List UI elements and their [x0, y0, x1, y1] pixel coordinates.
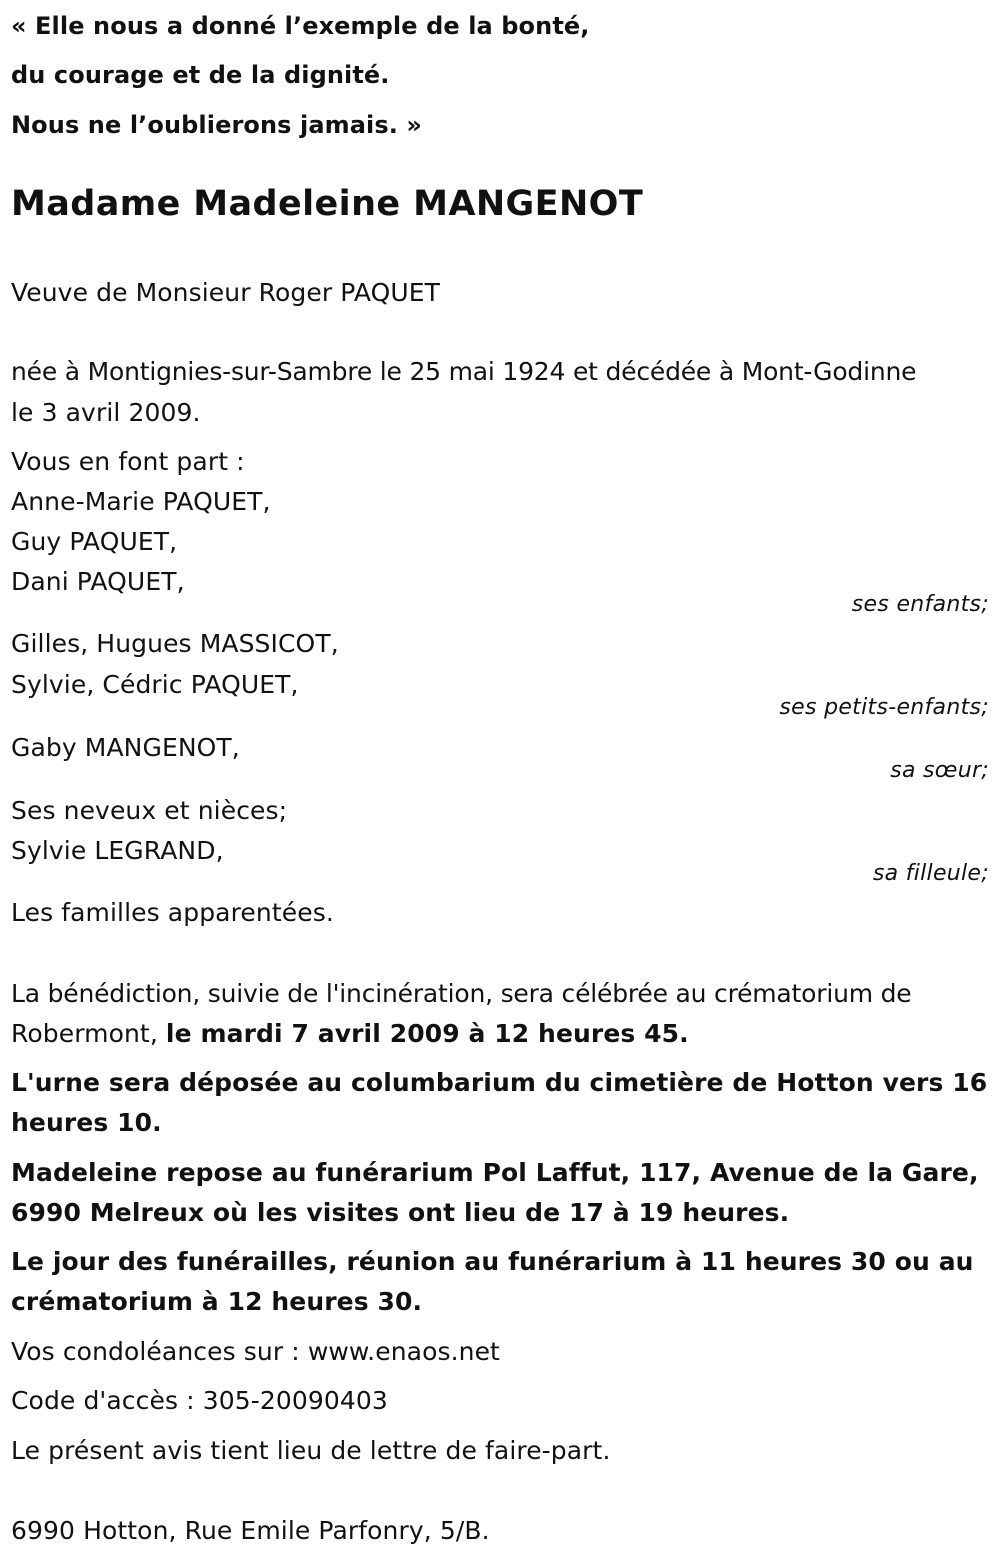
grandchild-name: Sylvie, Cédric PAQUET, — [11, 670, 299, 699]
notice-line: Le présent avis tient lieu de lettre de faire-part. — [11, 1436, 611, 1465]
grandchild-name: Gilles, Hugues MASSICOT, — [11, 629, 339, 658]
ceremony-date: le mardi 7 avril 2009 à 12 heures 45. — [165, 1019, 689, 1048]
sister-role: sa sœur; — [890, 758, 989, 783]
funeral-day-line-1: Le jour des funérailles, réunion au funérarium à 11 heures 30 ou au — [11, 1247, 974, 1276]
sister-name: Gaby MANGENOT, — [11, 733, 240, 762]
quote-line-3: Nous ne l’oublierons jamais. » — [11, 111, 423, 139]
goddaughter-name: Sylvie LEGRAND, — [11, 836, 224, 865]
birth-death-line-2: le 3 avril 2009. — [11, 398, 201, 427]
urn-line-1: L'urne sera déposée au columbarium du cimetière de Hotton vers 16 — [11, 1068, 988, 1097]
children-role: ses enfants; — [851, 592, 989, 617]
access-code-line: Code d'accès : 305-20090403 — [11, 1386, 388, 1415]
quote-line-1: « Elle nous a donné l’exemple de la bonté, — [11, 12, 590, 40]
deceased-name: Madame Madeleine MANGENOT — [11, 184, 644, 224]
funeral-day-line-2: crématorium à 12 heures 30. — [11, 1287, 423, 1316]
quote-line-2: du courage et de la dignité. — [11, 61, 390, 89]
child-name: Dani PAQUET, — [11, 567, 185, 596]
families-line: Les familles apparentées. — [11, 898, 334, 927]
address-line: 6990 Hotton, Rue Emile Parfonry, 5/B. — [11, 1516, 490, 1545]
family-intro: Vous en font part : — [11, 447, 245, 476]
ceremony-place: Robermont, — [11, 1019, 166, 1048]
nephews-line: Ses neveux et nièces; — [11, 796, 288, 825]
urn-line-2: heures 10. — [11, 1108, 162, 1137]
spouse-line: Veuve de Monsieur Roger PAQUET — [11, 278, 441, 307]
child-name: Guy PAQUET, — [11, 527, 178, 556]
child-name: Anne-Marie PAQUET, — [11, 487, 271, 516]
condolences-line: Vos condoléances sur : www.enaos.net — [11, 1337, 500, 1366]
ceremony-line-2 — [11, 1019, 689, 1049]
birth-death-line-1: née à Montignies-sur-Sambre le 25 mai 1924 et décédée à Mont-Godinne — [11, 357, 917, 386]
grandchildren-role: ses petits-enfants; — [779, 695, 989, 720]
goddaughter-role: sa filleule; — [872, 861, 989, 886]
repose-line-1: Madeleine repose au funérarium Pol Laffut, 117, Avenue de la Gare, — [11, 1158, 979, 1187]
repose-line-2: 6990 Melreux où les visites ont lieu de 17 à 19 heures. — [11, 1198, 790, 1227]
ceremony-line-1: La bénédiction, suivie de l'incinération, sera célébrée au crématorium de — [11, 979, 912, 1008]
